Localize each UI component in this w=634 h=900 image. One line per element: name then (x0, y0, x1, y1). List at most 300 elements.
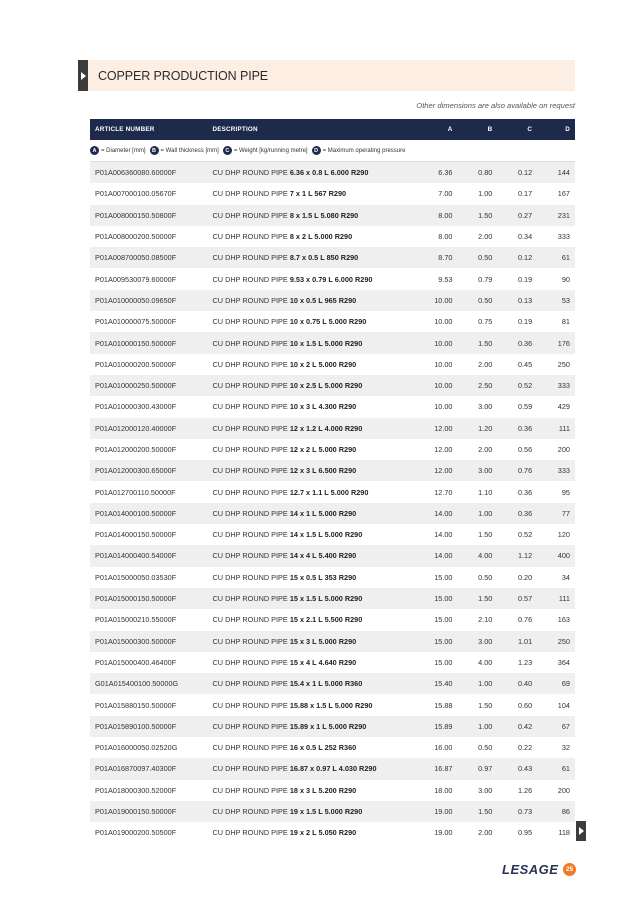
pressure-cell: 69 (561, 679, 570, 689)
pressure-cell: 120 (557, 530, 570, 540)
table-row (90, 205, 575, 226)
description-prefix: CU DHP ROUND PIPE (212, 232, 290, 242)
wall-thickness-cell: 0.75 (478, 317, 493, 327)
header-d: D (565, 126, 570, 133)
diameter-cell: 12.70 (434, 487, 453, 497)
description-cell (213, 509, 410, 518)
wall-thickness-cell: 4.00 (478, 551, 493, 561)
weight-cell: 0.76 (517, 615, 533, 625)
description-spec: 12.7 x 1.1 L 5.000 R290 (289, 487, 369, 497)
pressure-cell: 90 (561, 274, 570, 284)
pressure-cell: 61 (561, 764, 570, 774)
table-row (90, 631, 575, 652)
description-spec: 19 x 1.5 L 5.000 R290 (289, 807, 363, 817)
diameter-cell: 10.00 (434, 381, 453, 391)
description-spec: 15.4 x 1 L 5.000 R360 (289, 679, 363, 689)
diameter-cell: 15.00 (434, 657, 453, 667)
description-spec: 15 x 4 L 4.640 R290 (289, 657, 357, 667)
description-spec: 12 x 1.2 L 4.000 R290 (289, 423, 363, 433)
description-spec: 15 x 0.5 L 353 R290 (289, 572, 357, 582)
description-prefix: CU DHP ROUND PIPE (212, 210, 290, 220)
table-row (90, 524, 575, 545)
description-cell (213, 488, 410, 497)
article-cell: P01A010000150.50000F (95, 338, 177, 348)
description-spec: 6.36 x 0.8 L 6.000 R290 (289, 168, 369, 178)
description-cell (213, 296, 410, 305)
diameter-cell: 8.00 (438, 232, 453, 242)
article-cell: P01A015000300.50000F (95, 636, 177, 646)
diameter-cell: 12.00 (434, 423, 453, 433)
description-cell (213, 445, 410, 454)
description-cell (213, 360, 410, 369)
description-spec: 18 x 3 L 5.200 R290 (289, 785, 357, 795)
diameter-cell: 6.36 (438, 168, 453, 178)
pressure-cell: 163 (557, 615, 570, 625)
weight-cell: 0.52 (517, 381, 533, 391)
wall-thickness-cell: 0.79 (478, 274, 493, 284)
description-cell (213, 189, 410, 198)
pressure-cell: 111 (558, 594, 570, 604)
wall-thickness-cell: 1.20 (478, 423, 493, 433)
wall-thickness-cell: 1.50 (478, 594, 493, 604)
article-cell: P01A010000300.43000F (95, 402, 177, 412)
description-cell (213, 615, 410, 624)
weight-cell: 0.76 (517, 466, 533, 476)
description-spec: 8.7 x 0.5 L 850 R290 (289, 253, 359, 263)
pressure-cell: 250 (557, 636, 570, 646)
weight-cell: 0.95 (517, 828, 533, 838)
description-cell (213, 743, 410, 752)
diameter-cell: 14.00 (434, 508, 453, 518)
description-prefix: CU DHP ROUND PIPE (212, 466, 290, 476)
table-row (90, 503, 575, 524)
diameter-cell: 15.89 (434, 721, 453, 731)
table-row (90, 460, 575, 481)
header-article: ARTICLE NUMBER (95, 126, 155, 133)
wall-thickness-cell: 0.50 (478, 743, 493, 753)
description-spec: 19 x 2 L 5.050 R290 (289, 828, 357, 838)
description-spec: 15 x 1.5 L 5.000 R290 (289, 594, 363, 604)
description-prefix: CU DHP ROUND PIPE (212, 402, 290, 412)
description-prefix: CU DHP ROUND PIPE (212, 657, 290, 667)
legend (90, 140, 575, 162)
description-prefix: CU DHP ROUND PIPE (212, 487, 290, 497)
diameter-cell: 19.00 (434, 807, 453, 817)
wall-thickness-cell: 3.00 (478, 466, 493, 476)
wall-thickness-cell: 3.00 (478, 402, 493, 412)
table-row (90, 609, 575, 630)
diameter-cell: 7.00 (438, 189, 453, 199)
diameter-cell: 16.00 (434, 743, 453, 753)
description-cell (213, 339, 410, 348)
description-prefix: CU DHP ROUND PIPE (212, 274, 290, 284)
description-cell (213, 232, 410, 241)
table-row (90, 162, 575, 183)
pressure-cell: 53 (561, 295, 570, 305)
article-cell: P01A015000050.03530F (95, 572, 177, 582)
table-row (90, 694, 575, 715)
weight-cell: 0.34 (517, 232, 533, 242)
description-cell (213, 786, 410, 795)
pressure-cell: 176 (557, 338, 570, 348)
description-prefix: CU DHP ROUND PIPE (212, 679, 290, 689)
description-cell (213, 722, 410, 731)
page-number: 25 (563, 863, 576, 876)
table-row (90, 481, 575, 502)
wall-thickness-cell: 3.00 (478, 636, 493, 646)
weight-cell: 0.36 (517, 487, 533, 497)
description-cell (213, 551, 410, 560)
wall-thickness-cell: 1.50 (478, 807, 493, 817)
weight-cell: 1.12 (517, 551, 533, 561)
pressure-cell: 86 (561, 807, 570, 817)
weight-cell: 0.22 (517, 743, 533, 753)
description-prefix: CU DHP ROUND PIPE (212, 189, 290, 199)
table-row (90, 226, 575, 247)
header-b: B (487, 126, 493, 133)
wall-thickness-cell: 0.50 (478, 572, 493, 582)
weight-cell: 1.23 (517, 657, 533, 667)
weight-cell: 0.19 (517, 274, 533, 284)
article-cell: P01A008000200.50000F (95, 232, 177, 242)
table-row (90, 311, 575, 332)
description-cell (213, 573, 410, 582)
wall-thickness-cell: 1.00 (478, 721, 493, 731)
article-cell: P01A014000100.50000F (95, 508, 177, 518)
pressure-cell: 200 (557, 785, 570, 795)
weight-cell: 0.27 (517, 210, 533, 220)
product-table (90, 119, 575, 844)
description-cell (213, 594, 410, 603)
article-cell: P01A012000120.40000F (95, 423, 177, 433)
article-cell: P01A010000200.50000F (95, 359, 177, 369)
table-row (90, 247, 575, 268)
weight-cell: 0.56 (517, 445, 533, 454)
weight-cell: 0.57 (517, 594, 533, 604)
description-spec: 15 x 3 L 5.000 R290 (289, 636, 357, 646)
description-cell (213, 637, 410, 646)
availability-note: Other dimensions are also available on request (416, 101, 575, 110)
description-spec: 8 x 1.5 L 5.080 R290 (289, 210, 359, 220)
pressure-cell: 111 (558, 423, 570, 433)
table-row (90, 737, 575, 758)
wall-thickness-cell: 3.00 (478, 785, 493, 795)
legend-item (223, 146, 308, 155)
arrow-right-icon (78, 60, 88, 91)
pressure-cell: 333 (557, 466, 570, 476)
diameter-cell: 9.53 (438, 274, 453, 284)
pressure-cell: 77 (561, 508, 570, 518)
pressure-cell: 333 (557, 381, 570, 391)
description-spec: 14 x 4 L 5.400 R290 (289, 551, 357, 561)
wall-thickness-cell: 1.50 (478, 338, 493, 348)
description-prefix: CU DHP ROUND PIPE (212, 828, 290, 838)
pressure-cell: 118 (558, 828, 570, 838)
article-cell: P01A014000150.50000F (95, 530, 177, 540)
next-page-arrow-icon[interactable] (576, 821, 586, 841)
description-spec: 12 x 2 L 5.000 R290 (289, 445, 357, 454)
diameter-cell: 15.40 (434, 679, 453, 689)
wall-thickness-cell: 1.00 (478, 508, 493, 518)
description-spec: 10 x 1.5 L 5.000 R290 (289, 338, 363, 348)
description-prefix: CU DHP ROUND PIPE (212, 168, 290, 178)
table-row (90, 822, 575, 843)
description-prefix: CU DHP ROUND PIPE (212, 359, 290, 369)
weight-cell: 0.19 (517, 317, 533, 327)
pressure-cell: 200 (557, 445, 570, 454)
diameter-cell: 8.70 (438, 253, 453, 263)
table-row (90, 652, 575, 673)
description-spec: 10 x 3 L 4.300 R290 (289, 402, 357, 412)
wall-thickness-cell: 0.50 (478, 295, 493, 305)
legend-badge: C (223, 146, 232, 155)
description-prefix: CU DHP ROUND PIPE (212, 721, 290, 731)
pressure-cell: 333 (557, 232, 570, 242)
description-cell (213, 764, 410, 773)
description-cell (213, 679, 410, 688)
diameter-cell: 10.00 (434, 295, 453, 305)
wall-thickness-cell: 1.50 (478, 530, 493, 540)
description-cell (213, 828, 410, 837)
description-prefix: CU DHP ROUND PIPE (212, 572, 290, 582)
description-prefix: CU DHP ROUND PIPE (212, 594, 290, 604)
weight-cell: 0.59 (517, 402, 533, 412)
legend-item (312, 146, 406, 155)
section-title-bar (78, 60, 575, 91)
diameter-cell: 15.88 (434, 700, 453, 710)
description-prefix: CU DHP ROUND PIPE (212, 508, 290, 518)
header-description: DESCRIPTION (212, 126, 258, 133)
description-prefix: CU DHP ROUND PIPE (212, 743, 290, 753)
weight-cell: 0.73 (517, 807, 533, 817)
description-cell (213, 211, 410, 220)
wall-thickness-cell: 2.00 (478, 359, 493, 369)
article-cell: P01A016870097.40300F (95, 764, 177, 774)
description-spec: 10 x 0.75 L 5.000 R290 (289, 317, 367, 327)
table-row (90, 758, 575, 779)
description-spec: 10 x 0.5 L 965 R290 (289, 295, 357, 305)
weight-cell: 0.36 (517, 508, 533, 518)
description-cell (213, 807, 410, 816)
pressure-cell: 34 (561, 572, 570, 582)
table-row (90, 716, 575, 737)
diameter-cell: 15.00 (434, 636, 453, 646)
legend-text: = Maximum operating pressure (322, 147, 406, 154)
diameter-cell: 16.87 (434, 764, 453, 774)
diameter-cell: 14.00 (434, 551, 453, 561)
description-spec: 15.88 x 1.5 L 5.000 R290 (289, 700, 373, 710)
table-row (90, 567, 575, 588)
table-row (90, 588, 575, 609)
table-row (90, 290, 575, 311)
article-cell: P01A010000075.50000F (95, 317, 177, 327)
wall-thickness-cell: 1.10 (478, 487, 493, 497)
diameter-cell: 10.00 (434, 359, 453, 369)
article-cell: P01A012000200.50000F (95, 445, 177, 454)
pressure-cell: 67 (561, 721, 570, 731)
diameter-cell: 14.00 (434, 530, 453, 540)
article-cell: P01A015890100.50000F (95, 721, 177, 731)
legend-badge: D (312, 146, 321, 155)
weight-cell: 0.60 (517, 700, 533, 710)
description-prefix: CU DHP ROUND PIPE (212, 551, 290, 561)
weight-cell: 0.45 (517, 359, 533, 369)
description-cell (213, 317, 410, 326)
weight-cell: 0.20 (517, 572, 533, 582)
article-cell: P01A010000250.50000F (95, 381, 177, 391)
pressure-cell: 32 (561, 743, 570, 753)
diameter-cell: 12.00 (434, 445, 453, 454)
description-spec: 15 x 2.1 L 5.500 R290 (289, 615, 363, 625)
diameter-cell: 12.00 (434, 466, 453, 476)
description-prefix: CU DHP ROUND PIPE (212, 530, 290, 540)
article-cell: P01A015880150.50000F (95, 700, 177, 710)
weight-cell: 0.36 (517, 423, 533, 433)
description-spec: 16 x 0.5 L 252 R360 (289, 743, 357, 753)
diameter-cell: 19.00 (434, 828, 453, 838)
diameter-cell: 18.00 (434, 785, 453, 795)
weight-cell: 0.36 (517, 338, 533, 348)
description-prefix: CU DHP ROUND PIPE (212, 807, 290, 817)
table-row (90, 801, 575, 822)
article-cell: P01A015000400.46400F (95, 657, 177, 667)
description-cell (213, 658, 410, 667)
legend-item (90, 146, 146, 155)
description-spec: 15.89 x 1 L 5.000 R290 (289, 721, 367, 731)
weight-cell: 0.12 (517, 168, 533, 178)
description-prefix: CU DHP ROUND PIPE (212, 636, 290, 646)
pressure-cell: 144 (557, 168, 570, 178)
section-title: COPPER PRODUCTION PIPE (98, 68, 269, 83)
legend-item (150, 146, 219, 155)
article-cell: P01A009530079.60000F (95, 274, 177, 284)
weight-cell: 1.01 (517, 636, 533, 646)
wall-thickness-cell: 0.50 (478, 253, 493, 263)
article-cell: P01A008700050.08500F (95, 253, 177, 263)
wall-thickness-cell: 0.80 (478, 168, 493, 178)
article-cell: P01A015000150.50000F (95, 594, 177, 604)
weight-cell: 0.43 (517, 764, 533, 774)
description-spec: 12 x 3 L 6.500 R290 (289, 466, 357, 476)
table-row (90, 375, 575, 396)
diameter-cell: 15.00 (434, 572, 453, 582)
wall-thickness-cell: 2.00 (478, 828, 493, 838)
table-body (90, 162, 575, 844)
weight-cell: 1.26 (517, 785, 533, 795)
legend-badge: B (150, 146, 159, 155)
description-spec: 10 x 2.5 L 5.000 R290 (289, 381, 363, 391)
wall-thickness-cell: 2.10 (478, 615, 493, 625)
article-cell: P01A010000050.09650F (95, 295, 177, 305)
description-prefix: CU DHP ROUND PIPE (212, 317, 290, 327)
header-c: C (527, 126, 533, 133)
table-row (90, 332, 575, 353)
wall-thickness-cell: 0.97 (478, 764, 493, 774)
description-spec: 10 x 2 L 5.000 R290 (289, 359, 357, 369)
description-spec: 9.53 x 0.79 L 6.000 R290 (289, 274, 373, 284)
pressure-cell: 104 (557, 700, 570, 710)
description-prefix: CU DHP ROUND PIPE (212, 338, 290, 348)
description-cell (213, 530, 410, 539)
diameter-cell: 15.00 (434, 594, 453, 604)
weight-cell: 0.42 (517, 721, 533, 731)
weight-cell: 0.52 (517, 530, 533, 540)
wall-thickness-cell: 1.50 (478, 210, 493, 220)
description-prefix: CU DHP ROUND PIPE (212, 764, 290, 774)
article-cell: P01A012700110.50000F (95, 487, 176, 497)
description-spec: 7 x 1 L 567 R290 (289, 189, 347, 199)
wall-thickness-cell: 1.00 (478, 679, 493, 689)
table-row (90, 268, 575, 289)
description-spec: 8 x 2 L 5.000 R290 (289, 232, 353, 242)
pressure-cell: 95 (561, 487, 570, 497)
description-prefix: CU DHP ROUND PIPE (212, 295, 290, 305)
table-header (90, 119, 575, 140)
article-cell: P01A019000150.50000F (95, 807, 177, 817)
description-prefix: CU DHP ROUND PIPE (212, 445, 290, 454)
table-row (90, 545, 575, 566)
diameter-cell: 8.00 (438, 210, 453, 220)
article-cell: P01A008000150.50800F (95, 210, 177, 220)
wall-thickness-cell: 2.50 (478, 381, 493, 391)
diameter-cell: 15.00 (434, 615, 453, 625)
article-cell: P01A007000100.05670F (95, 189, 177, 199)
description-spec: 14 x 1 L 5.000 R290 (289, 508, 357, 518)
description-cell (213, 253, 410, 262)
description-prefix: CU DHP ROUND PIPE (212, 615, 290, 625)
description-prefix: CU DHP ROUND PIPE (212, 700, 290, 710)
weight-cell: 0.12 (517, 253, 533, 263)
pressure-cell: 231 (557, 210, 570, 220)
pressure-cell: 400 (557, 551, 570, 561)
header-a: A (447, 126, 453, 133)
description-cell (213, 402, 410, 411)
wall-thickness-cell: 2.00 (478, 232, 493, 242)
description-cell (213, 701, 410, 710)
wall-thickness-cell: 1.50 (478, 700, 493, 710)
description-spec: 14 x 1.5 L 5.000 R290 (289, 530, 363, 540)
description-cell (213, 168, 410, 177)
wall-thickness-cell: 2.00 (478, 445, 493, 454)
legend-text: = Wall thickness [mm] (160, 147, 219, 154)
article-cell: P01A018000300.52000F (95, 785, 177, 795)
description-cell (213, 424, 410, 433)
legend-badge: A (90, 146, 99, 155)
pressure-cell: 429 (557, 402, 570, 412)
wall-thickness-cell: 4.00 (478, 657, 493, 667)
article-cell: G01A015400100.50000G (95, 679, 179, 689)
description-spec: 16.87 x 0.97 L 4.030 R290 (289, 764, 377, 774)
article-cell: P01A012000300.65000F (95, 466, 177, 476)
description-prefix: CU DHP ROUND PIPE (212, 253, 290, 263)
diameter-cell: 10.00 (434, 338, 453, 348)
diameter-cell: 10.00 (434, 402, 453, 412)
legend-text: = Diameter [mm] (101, 147, 146, 154)
description-prefix: CU DHP ROUND PIPE (212, 381, 290, 391)
weight-cell: 0.13 (517, 295, 533, 305)
article-cell: P01A006360080.60000F (95, 168, 177, 178)
wall-thickness-cell: 1.00 (478, 189, 493, 199)
description-cell (213, 466, 410, 475)
pressure-cell: 81 (561, 317, 570, 327)
weight-cell: 0.40 (517, 679, 533, 689)
weight-cell: 0.17 (517, 189, 533, 199)
pressure-cell: 61 (561, 253, 570, 263)
article-cell: P01A014000400.54000F (95, 551, 177, 561)
table-row (90, 780, 575, 801)
table-row (90, 183, 575, 204)
pressure-cell: 167 (557, 189, 570, 199)
